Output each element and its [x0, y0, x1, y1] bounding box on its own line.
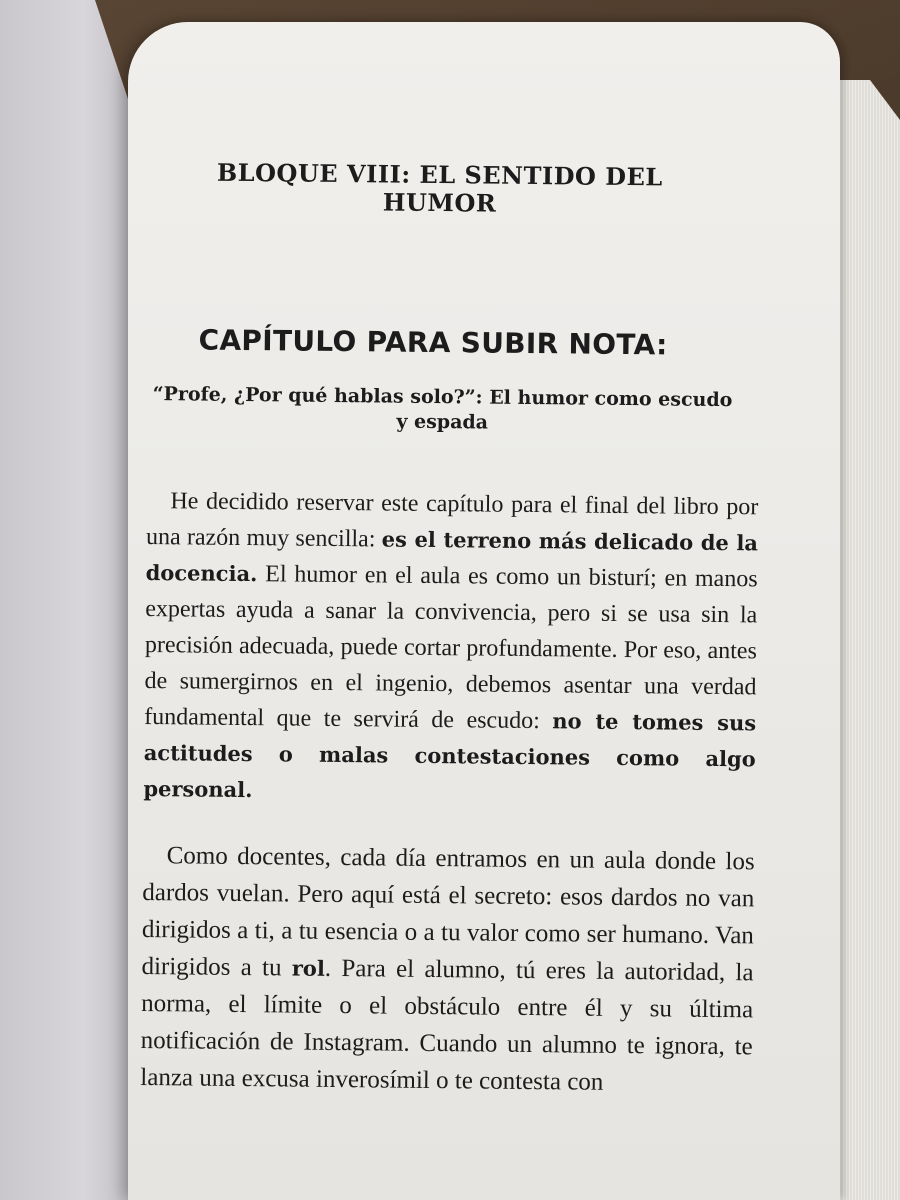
left-book-page — [0, 0, 140, 1200]
book-page-edges — [830, 80, 900, 1200]
paragraph-1-text-2: El humor en el aula es como un bisturí; en manos expertas ayuda a sanar la convivencia, pero si se usa sin la precisión adecuada, puede cortar profundamente. Por eso, antes de sumergirnos en el ingenio, debemos asentar una verdad fundamental que te servirá de escudo: — [144, 561, 758, 735]
page-content — [140, 158, 762, 1102]
chapter-subtitle: “Profe, ¿Por qué hablas solo?”: El humor como escudo y espada — [152, 382, 733, 434]
paragraph-1-text-1: He decidido reservar este capítulo para el final del libro por una razón muy sencilla: — [145, 488, 759, 553]
paragraph-2-bold-1: rol — [291, 955, 326, 981]
paragraph-2 — [140, 837, 755, 1102]
paragraph-2-text-2: . Para el alumno, tú eres la autoridad, la norma, el límite o el obstáculo entre él y su última notificación de Instagram. Cuando un alumno te ignora, te lanza una excusa inverosímil o te contesta con — [140, 954, 754, 1096]
paragraph-1-bold-2: no te tomes sus actitudes o malas contestaciones como algo personal. — [143, 708, 757, 803]
block-title: BLOQUE VIII: EL SENTIDO DEL HUMOR — [216, 157, 663, 218]
paragraph-1-bold-1: es el terreno más delicado de la docencia. — [145, 526, 759, 587]
paragraph-2-text-1: Como docentes, cada día entramos en un aula donde los dardos vuelan. Pero aquí está el secreto: esos dardos no van dirigidos a ti, a tu esencia o a tu valor como ser humano. Van dirigidos a tu — [141, 842, 755, 982]
chapter-title: CAPÍTULO PARA SUBIR NOTA: — [198, 323, 668, 362]
paragraph-1 — [143, 483, 758, 813]
